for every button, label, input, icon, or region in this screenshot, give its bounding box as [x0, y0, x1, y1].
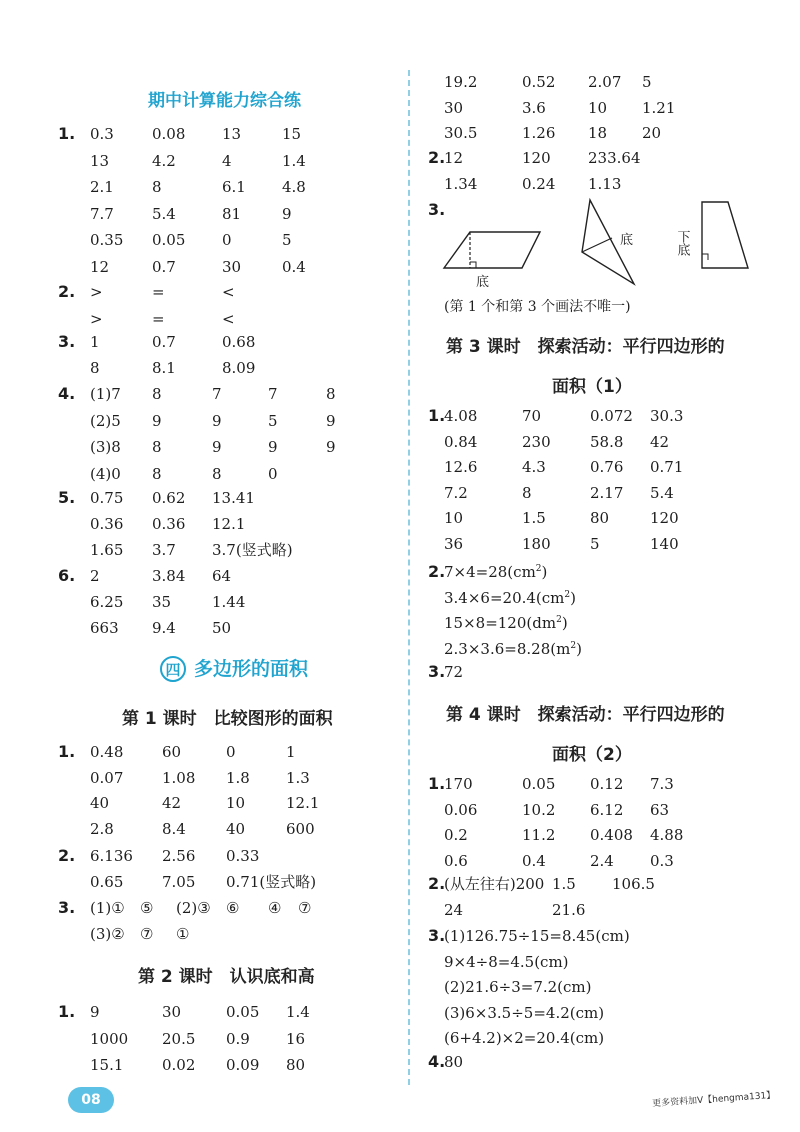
answer-cell: 0.65: [90, 873, 124, 891]
unit-number-badge: 四: [160, 656, 186, 682]
answer-cell: 64: [212, 567, 232, 585]
parallelogram-figure: [444, 232, 540, 290]
question-number: 2.: [58, 846, 76, 865]
answer-cell: 120: [522, 149, 551, 167]
answer-cell: 120: [650, 509, 679, 527]
answer-cell: 0.2: [444, 826, 468, 844]
superscript: 2: [570, 640, 577, 651]
answer-cell: 5: [268, 411, 278, 430]
answer-cell: 9: [152, 411, 162, 430]
superscript: 2: [535, 564, 542, 574]
answer-cell: 2.8: [90, 819, 114, 838]
answer-text: $3.4\times 6=20.4(cm^2)$: [444, 588, 577, 607]
answer-cell: 12.1: [212, 515, 246, 533]
answer-cell: (1)①: [90, 899, 125, 917]
answer-cell: 1.13: [588, 174, 622, 193]
answer-cell: 0.05: [226, 1003, 260, 1021]
answer-cell: 8: [212, 464, 222, 483]
answer-cell: 233.64: [588, 149, 641, 167]
lesson2-title: 第 2 课时 认识底和高: [138, 967, 315, 987]
answer-cell: 42: [650, 432, 670, 451]
answer-cell: 2.4: [590, 851, 614, 870]
answer-cell: 2.07: [588, 73, 622, 91]
answer-cell: 11.2: [522, 826, 556, 844]
answer-cell: (2)③: [176, 899, 211, 917]
answer-cell: 10.2: [522, 800, 556, 819]
answer-cell: 6.12: [590, 800, 624, 819]
answer-text: (6+4.2)×2=20.4(cm): [444, 1029, 605, 1047]
answer-cell: 0.9: [226, 1029, 250, 1048]
answer-cell: 63: [650, 800, 670, 819]
answer-cell: 3.6: [522, 98, 546, 117]
answer-cell: 1.44: [212, 593, 246, 611]
superscript: 2: [564, 589, 571, 600]
answer-cell: 24: [444, 901, 464, 919]
answer-cell: 0.52: [522, 73, 556, 91]
answer-cell: 0.48: [90, 743, 124, 761]
base-height-figures: [440, 192, 760, 292]
answer-cell: 0.76: [590, 458, 624, 476]
answer-cell: 7.7: [90, 204, 114, 223]
drawing-note: (第 1 个和第 3 个画法不唯一): [444, 299, 631, 315]
answer-cell: 2.17: [590, 483, 624, 502]
question-number: 2.: [428, 562, 446, 581]
answer-cell: 0.072: [590, 407, 633, 425]
answer-text: (1)126.75÷15=8.45(cm): [444, 927, 630, 945]
answer-cell: 30.3: [650, 407, 684, 425]
answer-cell: 42: [162, 794, 182, 812]
answer-cell: 5.4: [152, 204, 176, 223]
answer-cell: =: [152, 283, 165, 301]
answer-cell: 9: [212, 411, 222, 430]
lesson3-title-line1: 第 3 课时 探索活动：平行四边形的: [446, 337, 725, 357]
answer-cell: 7.2: [444, 483, 468, 502]
answer-cell: 0.33: [226, 847, 260, 865]
answer-cell: 1: [286, 743, 296, 761]
question-number: 1.: [58, 1002, 76, 1021]
answer-cell: 0.3: [650, 851, 674, 870]
answer-cell: 0.71: [650, 458, 684, 476]
answer-cell: 1.8: [226, 768, 250, 787]
answer-cell: 60: [162, 743, 182, 761]
answer-cell: 230: [522, 432, 551, 451]
question-number: 2.: [428, 148, 446, 167]
answer-cell: 8.4: [162, 819, 186, 838]
answer-cell: 4: [222, 151, 232, 170]
answer-cell: 8: [152, 385, 162, 403]
question-number: 4.: [428, 1052, 446, 1071]
answer-cell: 30: [162, 1003, 182, 1021]
answer-cell: 0.7: [152, 257, 176, 276]
answer-cell: 20.5: [162, 1029, 196, 1048]
answer-cell: 9: [90, 1003, 100, 1021]
answer-cell: 35: [152, 593, 172, 611]
answer-cell: 6.136: [90, 847, 133, 865]
midterm-title: 期中计算能力综合练: [148, 91, 301, 111]
answer-cell: (2)5: [90, 411, 121, 430]
answer-cell: (从左往右)200: [444, 875, 545, 893]
answer-cell: 1.21: [642, 98, 676, 117]
answer-cell: 1.5: [552, 875, 576, 893]
answer-cell: 3.7(竖式略): [212, 541, 293, 559]
triangle-base-label: 底: [620, 233, 634, 248]
answer-cell: 13: [222, 125, 242, 143]
answer-cell: 0.05: [152, 231, 186, 249]
answer-cell: 7.05: [162, 873, 196, 891]
question-number: 6.: [58, 566, 76, 585]
answer-cell: 0.4: [282, 257, 306, 276]
answer-cell: 2.1: [90, 178, 114, 196]
answer-cell: 10: [226, 794, 246, 812]
answer-cell: 81: [222, 204, 242, 223]
answer-cell: 5: [282, 231, 292, 249]
answer-cell: 9: [268, 438, 278, 456]
answer-cell: 36: [444, 534, 464, 553]
answer-cell: 12: [444, 149, 464, 167]
answer-cell: 7: [268, 385, 278, 403]
answer-cell: 40: [226, 819, 246, 838]
answer-cell: (4)0: [90, 464, 121, 483]
superscript: 2: [556, 615, 562, 625]
answer-cell: 1.4: [286, 1003, 310, 1021]
question-number: 4.: [58, 384, 76, 403]
answer-cell: 0.07: [90, 768, 124, 787]
question-number: 1.: [428, 406, 446, 425]
answer-cell: 15.1: [90, 1056, 124, 1074]
answer-cell: 8: [326, 385, 336, 403]
answer-cell: 13: [90, 151, 110, 170]
answer-cell: 0.4: [522, 851, 546, 870]
answer-cell: 19.2: [444, 73, 478, 91]
answer-cell: 1.3: [286, 768, 310, 787]
watermark-text: 更多资料加V【hengma131】: [651, 1090, 776, 1110]
answer-cell: 140: [650, 534, 679, 553]
answer-cell: 0.68: [222, 333, 256, 351]
answer-cell: 9: [212, 438, 222, 456]
answer-cell: 0.02: [162, 1056, 196, 1074]
answer-cell: 663: [90, 619, 119, 637]
answer-cell: 0.71(竖式略): [226, 873, 317, 891]
question-number: 3.: [428, 662, 446, 681]
answer-cell: 9: [282, 204, 292, 223]
question-number: 1.: [58, 742, 76, 761]
answer-cell: 20: [642, 124, 662, 142]
answer-cell: >: [90, 283, 103, 301]
answer-text: 80: [444, 1053, 464, 1071]
answer-cell: 1.08: [162, 768, 196, 787]
answer-cell: 0.3: [90, 125, 114, 143]
trapezoid-figure: [675, 202, 749, 268]
answer-cell: 5: [590, 534, 600, 553]
answer-cell: 3.7: [152, 541, 176, 559]
answer-cell: 80: [590, 509, 610, 527]
question-number: 1.: [428, 774, 446, 793]
question-number: 1.: [58, 124, 76, 143]
answer-cell: 0.36: [90, 515, 124, 533]
answer-cell: 0.62: [152, 489, 186, 507]
answer-text: (3)6×3.5÷5=4.2(cm): [444, 1003, 605, 1022]
unit-title: [160, 652, 308, 686]
answer-cell: 80: [286, 1056, 306, 1074]
answer-cell: 1: [90, 333, 100, 351]
question-number: 2.: [428, 874, 446, 893]
answer-cell: 1000: [90, 1029, 129, 1048]
answer-cell: 4.8: [282, 178, 306, 196]
answer-cell: 12: [90, 257, 110, 276]
answer-cell: 58.8: [590, 432, 624, 451]
answer-cell: 4.2: [152, 151, 176, 170]
answer-cell: 8.09: [222, 359, 256, 377]
answer-cell: 15: [282, 125, 302, 143]
answer-cell: 10: [444, 509, 464, 527]
answer-cell: 6.1: [222, 178, 246, 196]
answer-cell: 8: [522, 483, 532, 502]
question-number: 3.: [58, 332, 76, 351]
answer-cell: 0: [222, 231, 232, 249]
lesson4-title-line1: 第 4 课时 探索活动：平行四边形的: [446, 705, 725, 725]
question-number: 5.: [58, 488, 76, 507]
answer-cell: 1.4: [282, 151, 306, 170]
answer-cell: 170: [444, 775, 473, 793]
answer-text: $15\times 8=120(dm^2)$: [444, 614, 568, 632]
parallelogram-base-label: 底: [476, 275, 490, 290]
answer-cell: ④: [268, 899, 282, 917]
answer-cell: =: [152, 310, 165, 328]
answer-cell: 8: [152, 178, 162, 196]
unit-title-text: 多边形的面积: [194, 658, 309, 680]
answer-cell: 40: [90, 794, 110, 812]
answer-cell: 1.65: [90, 541, 124, 559]
answer-cell: 30: [222, 257, 242, 276]
answer-cell: 8: [152, 464, 162, 483]
answer-cell: 0: [226, 743, 236, 761]
answer-cell: 16: [286, 1029, 306, 1048]
answer-cell: ①: [176, 925, 190, 943]
answer-cell: 21.6: [552, 901, 586, 919]
answer-cell: >: [90, 310, 103, 328]
answer-cell: 8: [152, 438, 162, 456]
answer-cell: 3.84: [152, 567, 186, 585]
answer-cell: 30.5: [444, 124, 478, 142]
answer-cell: 7: [212, 385, 222, 403]
answer-cell: 9.4: [152, 619, 176, 637]
answer-cell: 106.5: [612, 875, 655, 893]
answer-cell: 1.34: [444, 174, 478, 193]
answer-cell: 7.3: [650, 775, 674, 793]
question-number: 2.: [58, 282, 76, 301]
answer-cell: 5: [642, 73, 652, 91]
answer-cell: ⑦: [298, 899, 312, 917]
answer-cell: 0.12: [590, 775, 624, 793]
answer-cell: 6.25: [90, 593, 124, 611]
answer-cell: 12.6: [444, 458, 478, 476]
trapezoid-lower-base-label: 下底: [674, 230, 690, 256]
answer-cell: 0.75: [90, 489, 124, 507]
answer-text: 9×4÷8=4.5(cm): [444, 952, 569, 971]
answer-cell: ⑤: [140, 899, 154, 917]
answer-cell: 0.408: [590, 826, 633, 844]
answer-cell: 0.84: [444, 432, 478, 451]
answer-cell: (3)8: [90, 438, 121, 456]
lesson3-title-line2: 面积（1）: [552, 377, 632, 397]
answer-cell: 4.88: [650, 826, 684, 844]
answer-cell: 0: [268, 464, 278, 483]
answer-cell: 0.06: [444, 800, 478, 819]
answer-cell: 2: [90, 567, 100, 585]
answer-cell: 10: [588, 98, 608, 117]
answer-cell: 0.24: [522, 174, 556, 193]
answer-cell: 0.08: [152, 125, 186, 143]
answer-text: 72: [444, 663, 464, 681]
answer-cell: 13.41: [212, 489, 255, 507]
answer-cell: 9: [326, 411, 336, 430]
answer-cell: ⑥: [226, 899, 240, 917]
answer-text: $7\times 4=28(cm^2)$: [444, 563, 548, 581]
answer-cell: 5.4: [650, 483, 674, 502]
answer-cell: 180: [522, 534, 551, 553]
answer-cell: 2.56: [162, 847, 196, 865]
answer-text: (2)21.6÷3=7.2(cm): [444, 978, 592, 996]
answer-cell: <: [222, 310, 235, 328]
answer-cell: 1.26: [522, 124, 556, 142]
answer-cell: (3)②: [90, 925, 125, 943]
answer-cell: 8.1: [152, 359, 176, 377]
answer-cell: 30: [444, 98, 464, 117]
answer-cell: 4.3: [522, 458, 546, 476]
answer-cell: 8: [90, 359, 100, 377]
answer-cell: 9: [326, 438, 336, 456]
page-number-badge: 08: [68, 1087, 114, 1113]
answer-cell: <: [222, 283, 235, 301]
answer-cell: 0.05: [522, 775, 556, 793]
lesson1-title: 第 1 课时 比较图形的面积: [122, 709, 333, 729]
answer-cell: 0.35: [90, 231, 124, 249]
column-divider: [408, 70, 410, 1085]
question-number: 3.: [58, 898, 76, 917]
answer-cell: 4.08: [444, 407, 478, 425]
answer-cell: 0.6: [444, 851, 468, 870]
answer-cell: 1.5: [522, 509, 546, 527]
answer-cell: 0.36: [152, 515, 186, 533]
triangle-figure: [582, 200, 634, 284]
question-number: 3.: [428, 200, 446, 219]
answer-cell: ⑦: [140, 925, 154, 943]
lesson4-title-line2: 面积（2）: [552, 745, 632, 765]
answer-cell: 0.7: [152, 333, 176, 351]
answer-cell: (1)7: [90, 385, 121, 403]
answer-cell: 0.09: [226, 1056, 260, 1074]
question-number: 3.: [428, 926, 446, 945]
answer-cell: 50: [212, 619, 232, 637]
answer-cell: 600: [286, 819, 315, 838]
answer-cell: 12.1: [286, 794, 320, 812]
answer-text: $2.3\times 3.6=8.28(m^2)$: [444, 639, 582, 658]
answer-cell: 70: [522, 407, 542, 425]
answer-cell: 18: [588, 124, 608, 142]
